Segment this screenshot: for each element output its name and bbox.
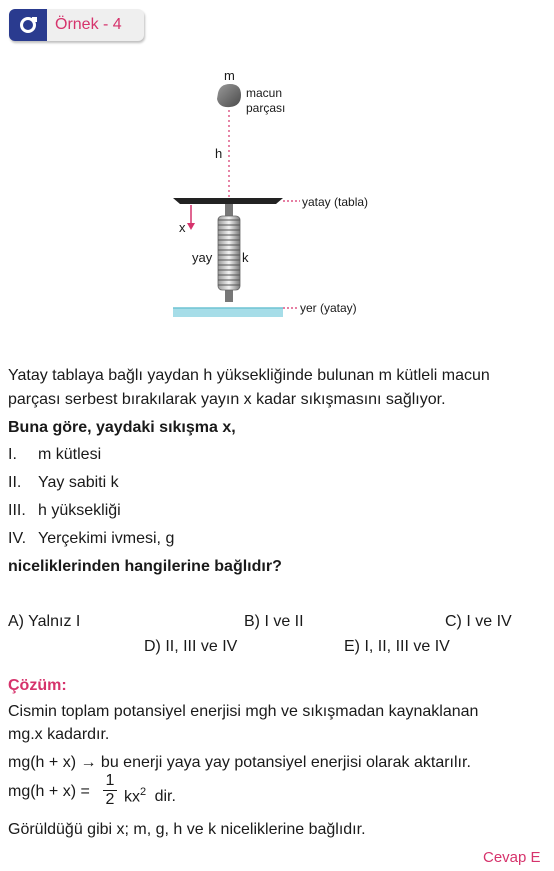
exponent: 2 xyxy=(140,786,147,798)
item-text-2: Yay sabiti k xyxy=(38,474,119,491)
choice-c[interactable]: C) I ve IV xyxy=(445,613,512,630)
energy-expression: mg(h + x) xyxy=(8,754,77,771)
spring-coils xyxy=(218,216,240,290)
solution-conclusion: Görüldüğü gibi x; m, g, h ve k niceliklerine bağlıdır. xyxy=(8,821,366,838)
ground-label: yer (yatay) xyxy=(300,301,357,315)
item-num-4: IV. xyxy=(8,530,27,547)
height-label: h xyxy=(215,146,223,161)
choice-b[interactable]: B) I ve II xyxy=(244,613,304,630)
spring-label: yay xyxy=(192,250,213,265)
solution-line-2: mg.x kadardır. xyxy=(8,726,110,743)
question-line-1: Yatay tablaya bağlı yaydan h yüksekliğinde bulunan m kütleli macun xyxy=(8,367,490,384)
choice-a[interactable]: A) Yalnız I xyxy=(8,613,81,630)
kx-term xyxy=(124,782,176,807)
choice-d[interactable]: D) II, III ve IV xyxy=(144,638,238,655)
equation-left: mg(h + x) = xyxy=(8,783,90,800)
item-num-2: II. xyxy=(8,474,22,491)
item-text-1: m kütlesi xyxy=(38,446,102,463)
putty-ball xyxy=(217,84,241,107)
table-plate xyxy=(173,198,283,204)
choice-e[interactable]: E) I, II, III ve IV xyxy=(344,638,450,655)
question-prompt: Buna göre, yaydaki sıkışma x, xyxy=(8,419,236,436)
fraction xyxy=(103,772,117,809)
putty-label-line2: parçası xyxy=(246,101,286,115)
mass-label: m xyxy=(224,68,235,83)
item-text-3: h yüksekliği xyxy=(38,502,121,519)
item-text-4: Yerçekimi ivmesi, g xyxy=(38,530,175,547)
solution-line-3 xyxy=(8,753,471,773)
putty-label-line1: macun xyxy=(246,86,283,100)
arrow-icon: → xyxy=(80,754,97,771)
item-num-3: III. xyxy=(8,502,26,519)
fraction-denominator: 2 xyxy=(103,790,117,809)
fraction-numerator: 1 xyxy=(105,772,115,789)
spring-diagram xyxy=(0,0,554,330)
item-num-1: I. xyxy=(8,446,17,463)
solution-line-1: Cismin toplam potansiyel enerjisi mgh ve sıkışmadan kaynaklanan xyxy=(8,703,479,720)
equation-suffix: dir. xyxy=(154,788,176,806)
table-label: yatay (tabla) xyxy=(302,195,369,209)
ground-bar xyxy=(173,308,283,317)
spring-constant-label: k xyxy=(242,250,249,265)
x-label: x xyxy=(179,220,186,235)
answer-label: Cevap E xyxy=(483,849,541,866)
x-arrow-head xyxy=(187,223,195,230)
kx-text: kx xyxy=(124,788,140,806)
energy-transfer-text: bu enerji yaya yay potansiyel enerjisi olarak aktarılır. xyxy=(100,754,471,771)
example-label: Örnek - 4 xyxy=(55,16,122,33)
question-ask: niceliklerinden hangilerine bağlıdır? xyxy=(8,558,282,575)
question-line-2: parçası serbest bırakılarak yayın x kadar sıkışmasını sağlıyor. xyxy=(8,391,446,408)
solution-title: Çözüm: xyxy=(8,677,67,694)
spring-top-connector xyxy=(225,204,233,216)
